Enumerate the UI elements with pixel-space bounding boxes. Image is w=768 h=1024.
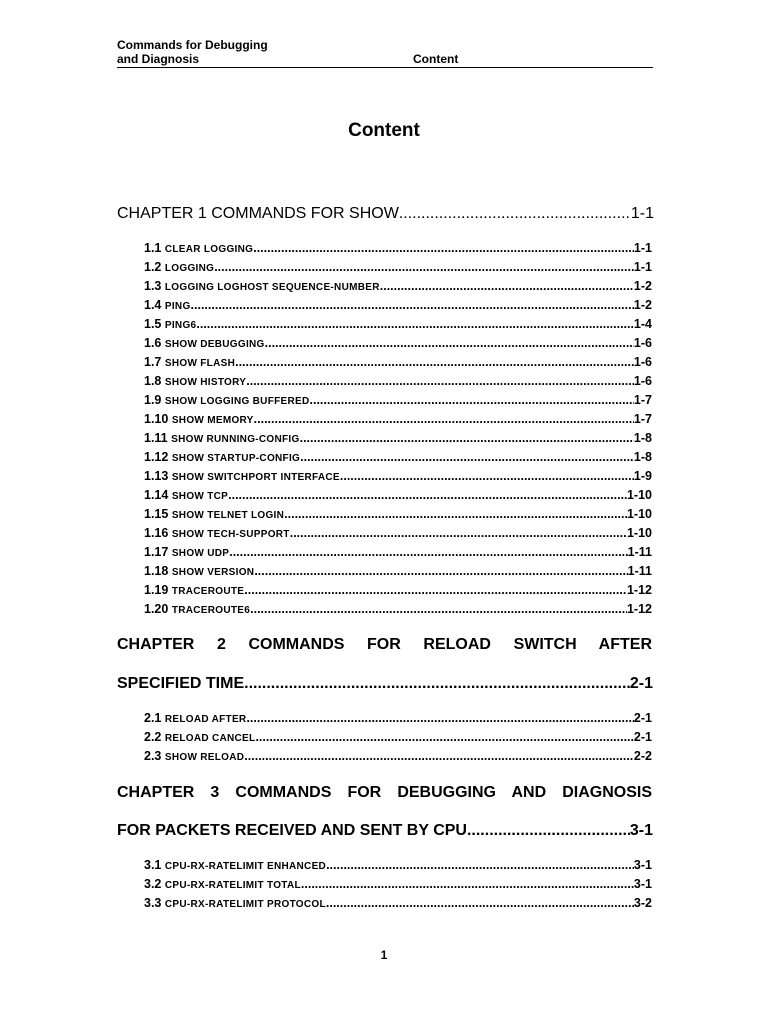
toc-section-1-16[interactable] bbox=[144, 526, 652, 544]
toc-section-3-2[interactable] bbox=[144, 877, 652, 895]
section-number: 1.2 bbox=[144, 260, 162, 274]
page-ref: 1-9 bbox=[633, 469, 652, 483]
section-title: TRACEROUTE6 bbox=[171, 605, 251, 616]
section-title: SHOW HISTORY bbox=[164, 377, 247, 388]
section-label bbox=[144, 450, 300, 464]
page-ref: 1-11 bbox=[627, 564, 652, 578]
section-title: SHOW LOGGING BUFFERED bbox=[164, 396, 310, 407]
section-title: SHOW DEBUGGING bbox=[164, 339, 265, 350]
leader-dots bbox=[253, 241, 634, 255]
toc-section-3-1[interactable] bbox=[144, 858, 652, 876]
section-number: 1.17 bbox=[144, 545, 169, 559]
section-label bbox=[144, 526, 290, 540]
leader-dots bbox=[467, 822, 630, 840]
toc-section-1-5[interactable] bbox=[144, 317, 652, 335]
toc-section-1-15[interactable] bbox=[144, 507, 652, 525]
section-label bbox=[144, 279, 380, 293]
page-ref: 1-8 bbox=[633, 431, 652, 445]
section-label bbox=[144, 858, 326, 872]
page-ref: 1-7 bbox=[633, 393, 652, 407]
toc-section-1-14[interactable] bbox=[144, 488, 652, 506]
toc-section-1-6[interactable] bbox=[144, 336, 652, 354]
toc-section-1-4[interactable] bbox=[144, 298, 652, 316]
toc-section-1-11[interactable] bbox=[144, 431, 652, 449]
page-ref: 1-4 bbox=[633, 317, 652, 331]
section-title: SHOW TCP bbox=[171, 491, 229, 502]
section-label bbox=[144, 393, 310, 407]
section-label bbox=[144, 583, 244, 597]
section-title: SHOW SWITCHPORT INTERFACE bbox=[171, 472, 340, 483]
leader-dots bbox=[326, 858, 634, 872]
section-title: LOGGING bbox=[164, 263, 215, 274]
page-ref: 1-10 bbox=[626, 488, 652, 502]
section-number: 1.11 bbox=[144, 431, 168, 445]
toc-chapter-2-line-2[interactable] bbox=[117, 675, 653, 693]
header-section-name: Content bbox=[413, 52, 459, 66]
page-ref: 1-12 bbox=[626, 583, 652, 597]
page-ref: 3-1 bbox=[629, 822, 653, 839]
section-number: 1.5 bbox=[144, 317, 162, 331]
toc-section-1-7[interactable] bbox=[144, 355, 652, 373]
leader-dots bbox=[380, 279, 634, 293]
section-label bbox=[144, 260, 214, 274]
section-number: 1.4 bbox=[144, 298, 162, 312]
page-ref: 1-6 bbox=[633, 336, 652, 350]
toc-chapter-2-line-1[interactable]: CHAPTER 2 COMMANDS FOR RELOAD SWITCH AFTER bbox=[117, 636, 652, 653]
toc-section-1-18[interactable] bbox=[144, 564, 652, 582]
section-number: 1.9 bbox=[144, 393, 162, 407]
section-title: SHOW MEMORY bbox=[171, 415, 254, 426]
section-label bbox=[144, 336, 265, 350]
page-ref: 2-1 bbox=[629, 675, 653, 692]
section-number: 1.12 bbox=[144, 450, 169, 464]
section-number: 1.18 bbox=[144, 564, 169, 578]
section-number: 3.3 bbox=[144, 896, 162, 910]
section-label bbox=[144, 355, 235, 369]
page-ref: 1-6 bbox=[633, 355, 652, 369]
toc-section-1-19[interactable] bbox=[144, 583, 652, 601]
section-number: 1.7 bbox=[144, 355, 162, 369]
section-label bbox=[144, 374, 246, 388]
section-label bbox=[144, 507, 284, 521]
section-number: 3.1 bbox=[144, 858, 162, 872]
chapter-label: CHAPTER 1 COMMANDS FOR SHOW bbox=[117, 205, 399, 222]
page-ref: 2-2 bbox=[633, 749, 652, 763]
leader-dots bbox=[246, 374, 634, 388]
section-label bbox=[144, 488, 228, 502]
leader-dots bbox=[301, 877, 634, 891]
page-ref: 1-12 bbox=[626, 602, 652, 616]
section-number: 2.3 bbox=[144, 749, 162, 763]
leader-dots bbox=[290, 526, 627, 540]
page-ref: 3-2 bbox=[633, 896, 652, 910]
page-ref: 1-2 bbox=[633, 298, 652, 312]
toc-section-1-10[interactable] bbox=[144, 412, 652, 430]
section-label bbox=[144, 749, 244, 763]
section-label bbox=[144, 602, 250, 616]
leader-dots bbox=[326, 896, 634, 910]
section-number: 2.2 bbox=[144, 730, 162, 744]
section-title: SHOW RUNNING-CONFIG bbox=[171, 434, 300, 445]
toc-section-3-3[interactable] bbox=[144, 896, 652, 914]
section-title: SHOW UDP bbox=[171, 548, 230, 559]
section-title: SHOW TELNET LOGIN bbox=[171, 510, 285, 521]
leader-dots bbox=[244, 749, 634, 763]
section-label bbox=[144, 412, 254, 426]
leader-dots bbox=[228, 488, 627, 502]
header-title-line-2: and Diagnosis bbox=[117, 52, 200, 66]
toc-section-1-12[interactable] bbox=[144, 450, 652, 468]
section-number: 1.10 bbox=[144, 412, 169, 426]
page-ref: 3-1 bbox=[633, 858, 652, 872]
section-label bbox=[144, 711, 246, 725]
section-title: SHOW TECH-SUPPORT bbox=[171, 529, 290, 540]
section-title: LOGGING LOGHOST SEQUENCE-NUMBER bbox=[164, 282, 380, 293]
section-number: 1.20 bbox=[144, 602, 169, 616]
section-title: CPU-RX-RATELIMIT TOTAL bbox=[164, 880, 301, 891]
leader-dots bbox=[214, 260, 634, 274]
leader-dots bbox=[244, 675, 630, 693]
section-number: 1.1 bbox=[144, 241, 162, 255]
section-number: 1.15 bbox=[144, 507, 169, 521]
toc-section-1-17[interactable] bbox=[144, 545, 652, 563]
page-ref: 2-1 bbox=[633, 711, 652, 725]
page-header bbox=[117, 38, 653, 68]
section-title: TRACEROUTE bbox=[171, 586, 245, 597]
section-title: CLEAR LOGGING bbox=[164, 244, 254, 255]
page-ref: 1-2 bbox=[633, 279, 652, 293]
page-ref: 2-1 bbox=[633, 730, 652, 744]
section-number: 1.13 bbox=[144, 469, 169, 483]
leader-dots bbox=[300, 431, 634, 445]
page-title: Content bbox=[348, 120, 420, 141]
page-ref: 1-7 bbox=[633, 412, 652, 426]
section-title: CPU-RX-RATELIMIT PROTOCOL bbox=[164, 899, 326, 910]
section-label bbox=[144, 298, 191, 312]
chapter-label: FOR PACKETS RECEIVED AND SENT BY CPU bbox=[117, 822, 467, 839]
header-title-line-1: Commands for Debugging bbox=[117, 38, 268, 52]
leader-dots bbox=[235, 355, 634, 369]
section-title: PING bbox=[164, 301, 191, 312]
section-number: 1.6 bbox=[144, 336, 162, 350]
section-label bbox=[144, 896, 326, 910]
leader-dots bbox=[340, 469, 634, 483]
page-ref: 1-1 bbox=[633, 241, 652, 255]
leader-dots bbox=[254, 564, 627, 578]
section-title: SHOW RELOAD bbox=[164, 752, 245, 763]
toc-chapter-1[interactable] bbox=[117, 205, 654, 223]
section-title: SHOW FLASH bbox=[164, 358, 236, 369]
section-number: 1.3 bbox=[144, 279, 162, 293]
section-title: PING6 bbox=[164, 320, 197, 331]
section-label bbox=[144, 564, 254, 578]
toc-section-1-2[interactable] bbox=[144, 260, 652, 278]
section-number: 2.1 bbox=[144, 711, 162, 725]
page-ref: 1-1 bbox=[630, 205, 654, 222]
page-ref: 1-10 bbox=[626, 526, 652, 540]
leader-dots bbox=[284, 507, 627, 521]
page-ref: 1-10 bbox=[626, 507, 652, 521]
leader-dots bbox=[229, 545, 627, 559]
section-number: 1.16 bbox=[144, 526, 169, 540]
page-ref: 1-1 bbox=[633, 260, 652, 274]
page-ref: 1-8 bbox=[633, 450, 652, 464]
leader-dots bbox=[300, 450, 634, 464]
section-label bbox=[144, 877, 301, 891]
leader-dots bbox=[246, 711, 633, 725]
section-label bbox=[144, 241, 253, 255]
leader-dots bbox=[191, 298, 634, 312]
page-number: 1 bbox=[380, 948, 388, 962]
header-doc-title bbox=[117, 38, 268, 66]
toc-section-1-8[interactable] bbox=[144, 374, 652, 392]
toc-section-1-3[interactable] bbox=[144, 279, 652, 297]
leader-dots bbox=[310, 393, 634, 407]
section-title: RELOAD AFTER bbox=[164, 714, 247, 725]
section-label bbox=[144, 545, 229, 559]
section-number: 1.8 bbox=[144, 374, 162, 388]
toc-section-1-13[interactable] bbox=[144, 469, 652, 487]
section-title: SHOW VERSION bbox=[171, 567, 255, 578]
toc-section-2-2[interactable] bbox=[144, 730, 652, 748]
toc-section-2-1[interactable] bbox=[144, 711, 652, 729]
toc-chapter-3-line-2[interactable] bbox=[117, 822, 653, 840]
section-label bbox=[144, 317, 196, 331]
section-title: SHOW STARTUP-CONFIG bbox=[171, 453, 301, 464]
section-label bbox=[144, 431, 300, 445]
leader-dots bbox=[265, 336, 634, 350]
toc-chapter-3-line-1[interactable]: CHAPTER 3 COMMANDS FOR DEBUGGING AND DIAGNOSIS bbox=[117, 784, 652, 801]
leader-dots bbox=[255, 730, 633, 744]
leader-dots bbox=[196, 317, 634, 331]
section-title: RELOAD CANCEL bbox=[164, 733, 256, 744]
leader-dots bbox=[244, 583, 627, 597]
page-ref: 3-1 bbox=[633, 877, 652, 891]
page-ref: 1-6 bbox=[633, 374, 652, 388]
leader-dots bbox=[254, 412, 634, 426]
section-title: CPU-RX-RATELIMIT ENHANCED bbox=[164, 861, 327, 872]
page-ref: 1-11 bbox=[627, 545, 652, 559]
section-label bbox=[144, 730, 255, 744]
leader-dots bbox=[250, 602, 627, 616]
section-label bbox=[144, 469, 340, 483]
section-number: 1.14 bbox=[144, 488, 169, 502]
toc-section-1-1[interactable] bbox=[144, 241, 652, 259]
toc-section-1-9[interactable] bbox=[144, 393, 652, 411]
toc-section-2-3[interactable] bbox=[144, 749, 652, 767]
leader-dots bbox=[399, 205, 631, 223]
section-number: 3.2 bbox=[144, 877, 162, 891]
chapter-label: SPECIFIED TIME bbox=[117, 675, 245, 692]
section-number: 1.19 bbox=[144, 583, 169, 597]
toc-section-1-20[interactable] bbox=[144, 602, 652, 620]
